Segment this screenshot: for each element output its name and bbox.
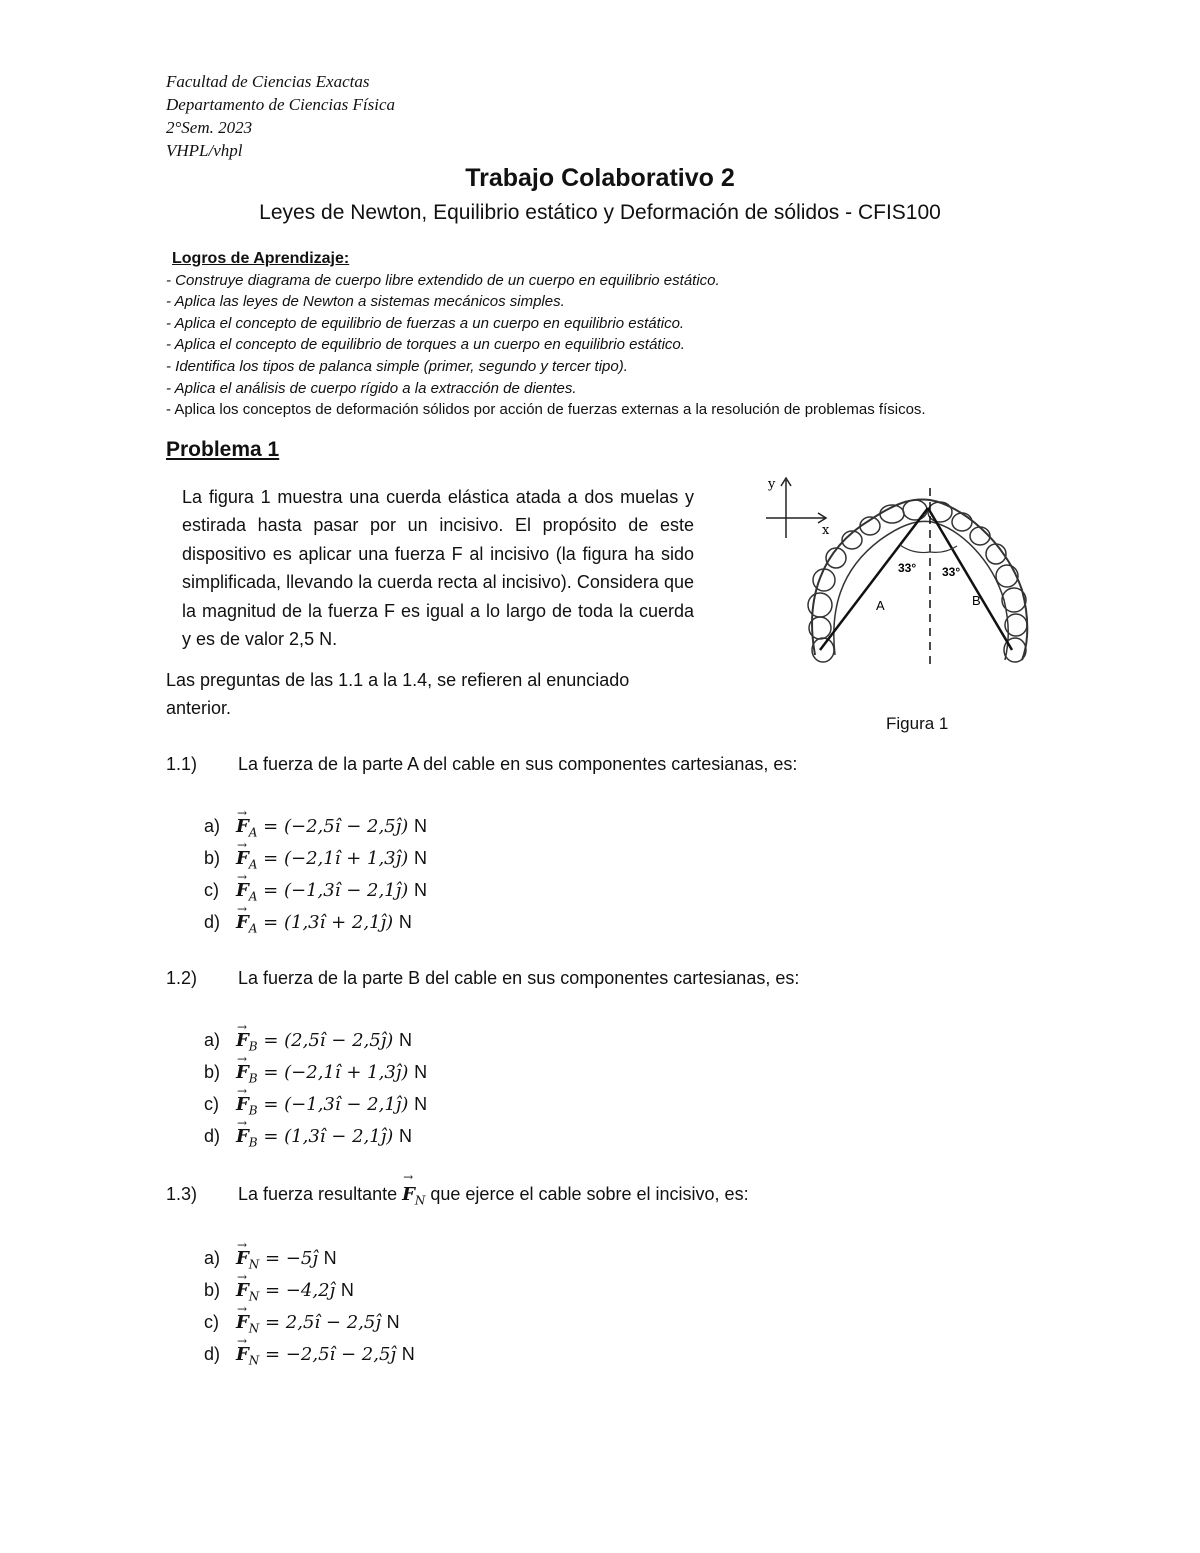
- document-subtitle: Leyes de Newton, Equilibrio estático y Deformación de sólidos - CFIS100: [259, 201, 941, 224]
- option-c[interactable]: $c)\to F_N$ = 2,5î − 2,5ĵ N: [204, 1306, 415, 1338]
- question-text-before: La fuerza resultante: [238, 1184, 403, 1204]
- objectives-title: Logros de Aprendizaje:: [172, 250, 350, 267]
- option-b[interactable]: $b)\to F_B$ = (−2,1î + 1,3ĵ) N: [204, 1056, 427, 1088]
- question-number: 1.1): [166, 754, 198, 774]
- objective-item: - Construye diagrama de cuerpo libre extendido de un cuerpo en equilibrio estático.: [166, 271, 720, 289]
- option-d[interactable]: $d)\to F_B$ = (1,3î − 2,1ĵ) N: [204, 1120, 427, 1152]
- option-b[interactable]: $b)\to F_N$ = −4,2ĵ N: [204, 1274, 415, 1306]
- angle-left-label: 33°: [898, 561, 917, 575]
- objective-item: - Identifica los tipos de palanca simple (primer, segundo y tercer tipo).: [166, 357, 628, 375]
- axis-x-label: x: [822, 523, 830, 538]
- header-author: VHPL/vhpl: [166, 141, 243, 160]
- question-text: La fuerza de la parte B del cable en sus componentes cartesianas, es:: [238, 968, 800, 988]
- question-1-2: [166, 968, 799, 989]
- option-a[interactable]: $a)\to F_A$ = (−2,5î − 2,5ĵ) N: [204, 810, 427, 842]
- cable-b-label: B: [972, 593, 981, 608]
- question-1-3: 1.3) La fuerza resultante → $F_N$ que ejerce el cable sobre el incisivo, es:: [166, 1184, 749, 1208]
- question-1-2-options: [204, 1024, 427, 1152]
- header-faculty: Facultad de Ciencias Exactas: [166, 72, 370, 91]
- option-a[interactable]: $a)\to F_B$ = (2,5î − 2,5ĵ) N: [204, 1024, 427, 1056]
- angle-right-label: 33°: [942, 565, 961, 579]
- option-c[interactable]: $c)\to F_A$ = (−1,3î − 2,1ĵ) N: [204, 874, 427, 906]
- question-number: 1.3): [166, 1184, 198, 1204]
- question-text: La fuerza de la parte A del cable en sus componentes cartesianas, es:: [238, 754, 798, 774]
- learning-objectives: [166, 248, 926, 421]
- option-b[interactable]: $b)\to F_A$ = (−2,1î + 1,3ĵ) N: [204, 842, 427, 874]
- problem-note: Las preguntas de las 1.1 a la 1.4, se refieren al enunciado anterior.: [166, 670, 630, 719]
- option-d[interactable]: $d)\to F_N$ = −2,5î − 2,5ĵ N: [204, 1338, 415, 1370]
- header-department: Departamento de Ciencias Física: [166, 95, 395, 114]
- option-c[interactable]: $c)\to F_B$ = (−1,3î − 2,1ĵ) N: [204, 1088, 427, 1120]
- header-semester: 2°Sem. 2023: [166, 118, 253, 137]
- document-header: [166, 70, 395, 162]
- figure-caption: Figura 1: [886, 714, 949, 733]
- option-d[interactable]: $d)\to F_A$ = (1,3î + 2,1ĵ) N: [204, 906, 427, 938]
- objective-item: - Aplica los conceptos de deformación sólidos por acción de fuerzas externas a la resolución de problemas físicos.: [166, 401, 926, 419]
- problem-statement: La figura 1 muestra una cuerda elástica atada a dos muelas y estirada hasta pasar por un incisivo. El propósito de este dispositivo es aplicar una fuerza F al incisivo (la figura ha sido simplificada, llevando la cuerda recta al incisivo). Considera que la magnitud de la fuerza F es igual a lo largo de toda la cuerda y es de valor 2,5 N.: [182, 487, 694, 650]
- objective-item: - Aplica el análisis de cuerpo rígido a la extracción de dientes.: [166, 379, 577, 397]
- objective-item: - Aplica las leyes de Newton a sistemas mecánicos simples.: [166, 293, 565, 311]
- question-1-3-options: [204, 1242, 415, 1370]
- option-a[interactable]: $a)\to F_N$ = −5ĵ N: [204, 1242, 415, 1274]
- question-text-after: que ejerce el cable sobre el incisivo, es:: [425, 1184, 749, 1204]
- objective-item: - Aplica el concepto de equilibrio de fuerzas a un cuerpo en equilibrio estático.: [166, 314, 685, 332]
- document-title: Trabajo Colaborativo 2: [465, 164, 735, 192]
- objective-item: - Aplica el concepto de equilibrio de torques a un cuerpo en equilibrio estático.: [166, 336, 685, 354]
- question-1-1: [166, 754, 797, 775]
- dental-arch-figure: [760, 470, 1045, 675]
- cable-a-label: A: [876, 598, 885, 613]
- question-number: 1.2): [166, 968, 198, 988]
- problem-title: Problema 1: [166, 438, 280, 461]
- axis-y-label: y: [768, 477, 776, 492]
- question-1-1-options: [204, 810, 427, 938]
